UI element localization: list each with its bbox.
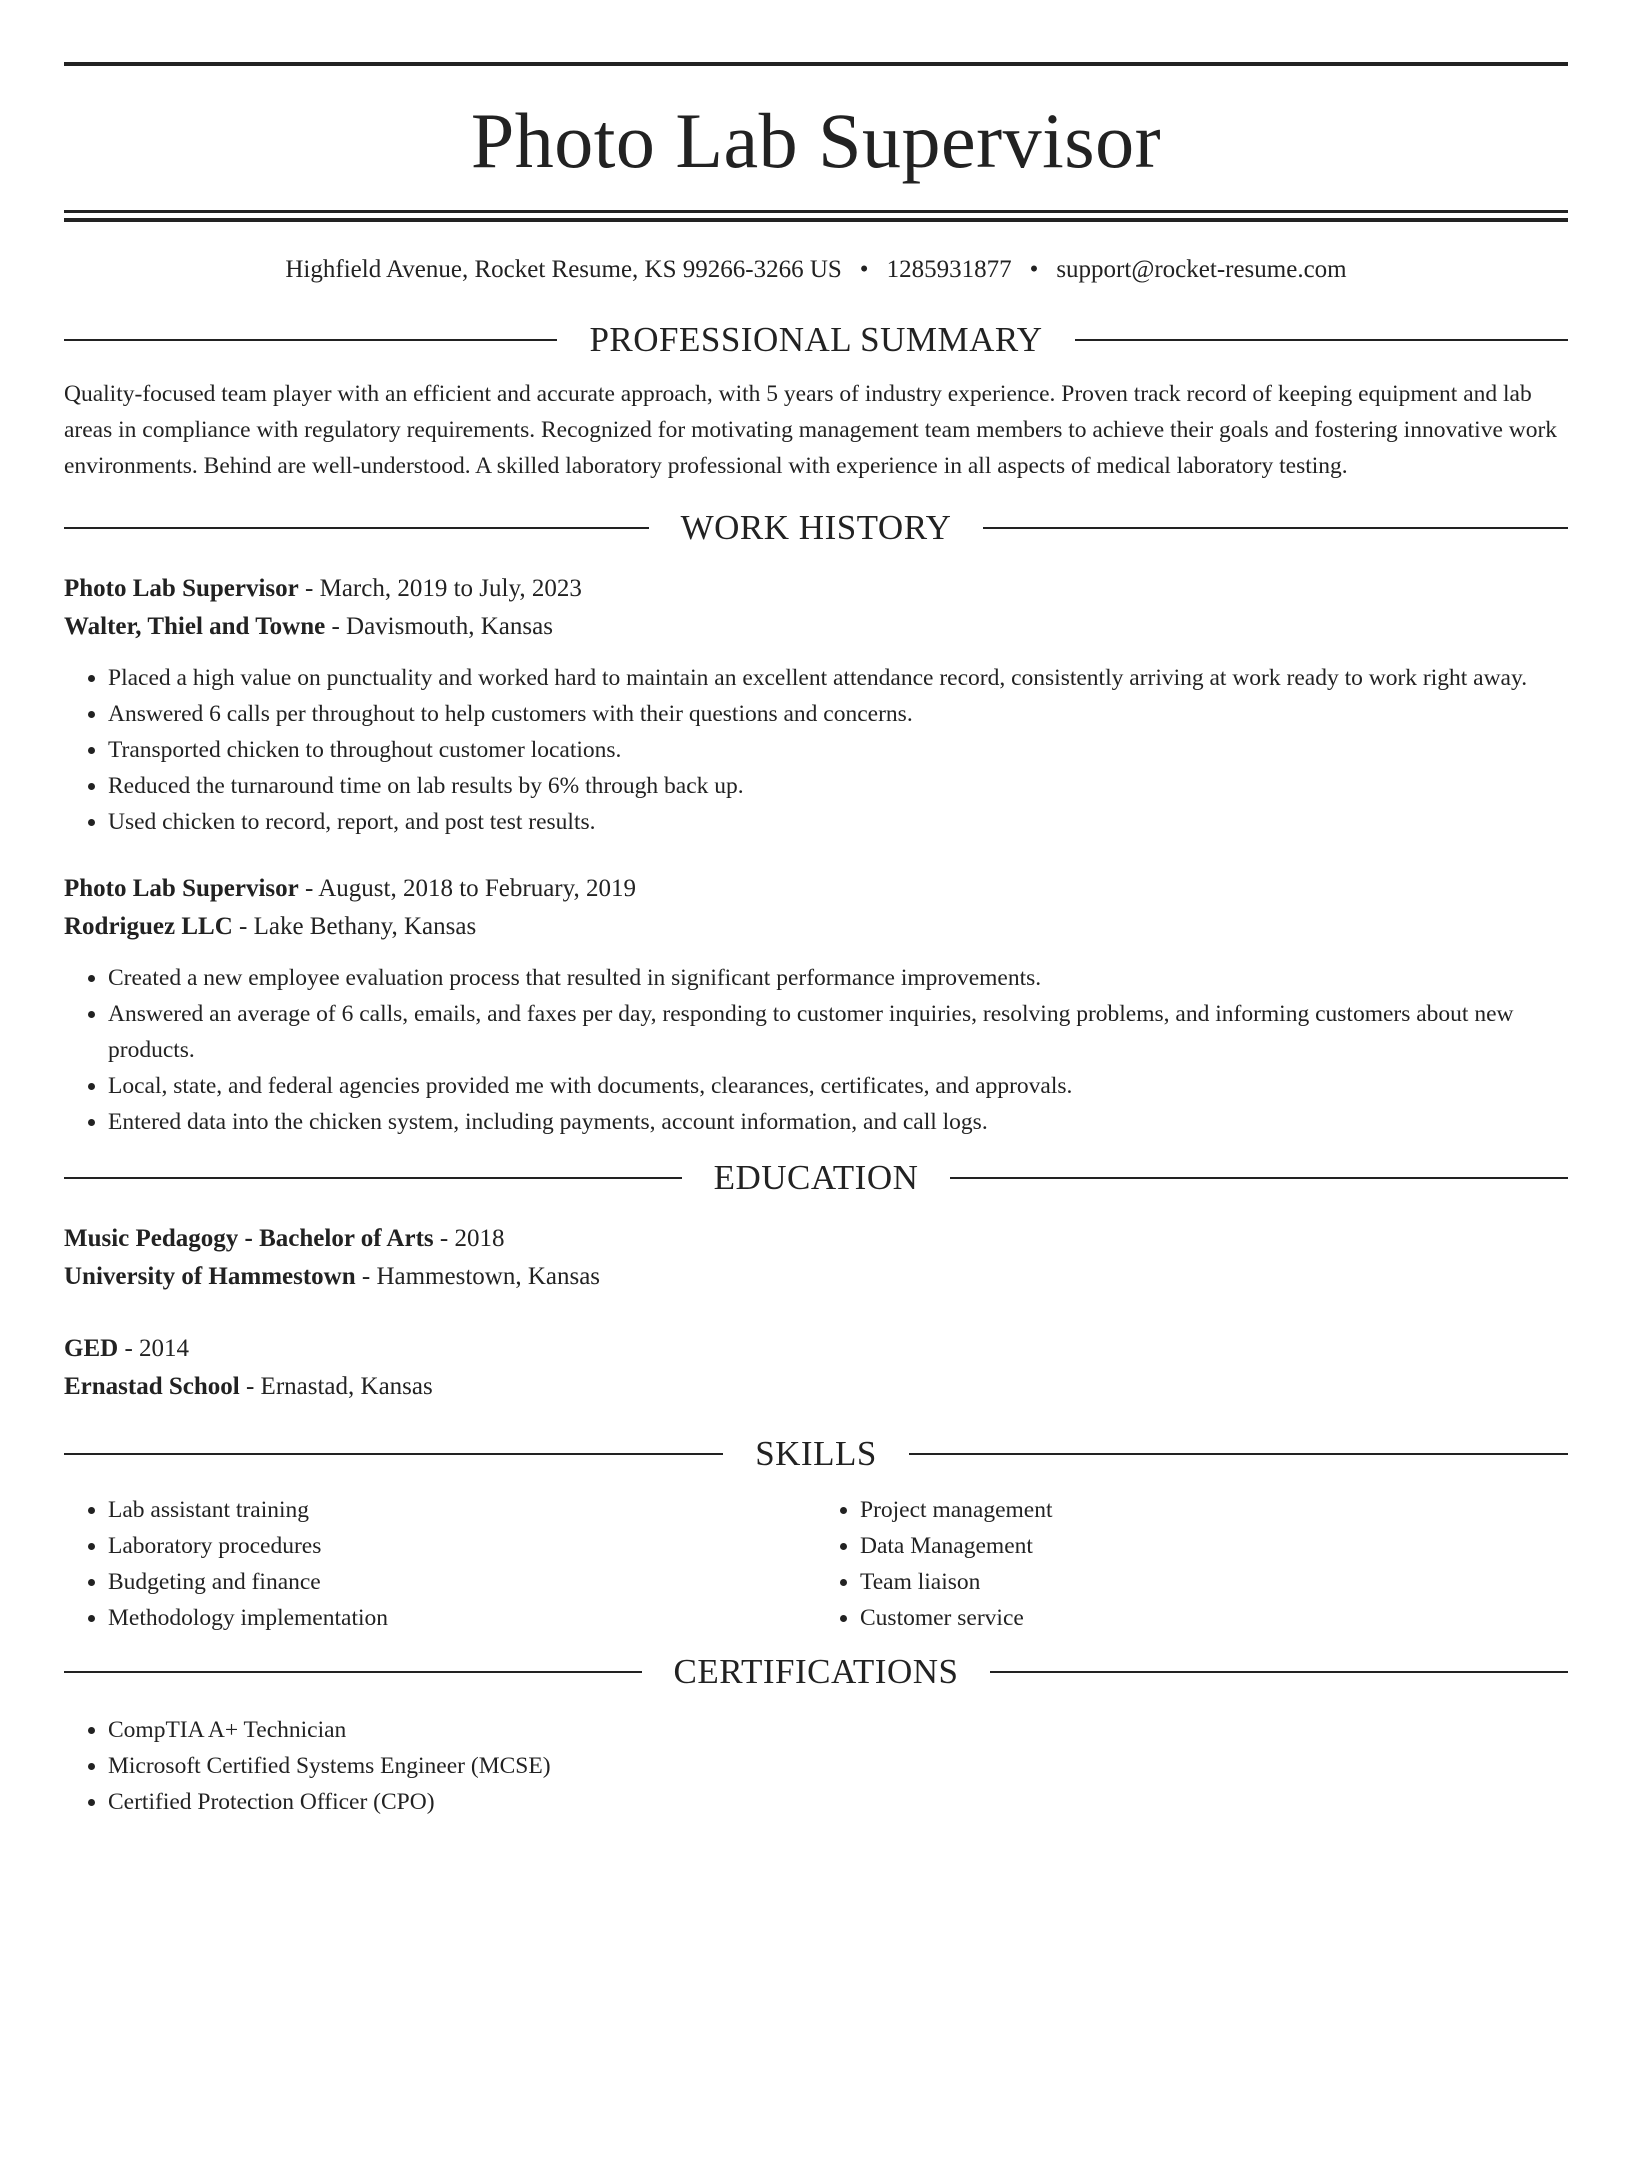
list-item: • Data Management	[860, 1528, 1568, 1564]
section-heading-summary	[64, 318, 1568, 362]
heading-rule	[990, 1671, 1568, 1673]
header-double-rule	[64, 210, 1568, 222]
job-title: Photo Lab Supervisor	[64, 875, 299, 902]
education-location: - Ernastad, Kansas	[239, 1373, 433, 1400]
list-item: • Used chicken to record, report, and post test results.	[108, 804, 1568, 840]
section-title: SKILLS	[755, 1434, 877, 1473]
heading-rule	[983, 527, 1568, 529]
heading-rule	[909, 1453, 1568, 1455]
job-bullets	[64, 960, 1568, 1140]
list-item: • Created a new employee evaluation process that resulted in significant performance improvements.	[108, 960, 1568, 996]
resume-title: Photo Lab Supervisor	[470, 97, 1162, 184]
list-item: • Answered 6 calls per throughout to help customers with their questions and concerns.	[108, 696, 1568, 732]
contact-address: Highfield Avenue, Rocket Resume, KS 99266-3266 US	[285, 256, 842, 283]
list-item: • Project management	[860, 1492, 1568, 1528]
section-heading-certifications	[64, 1650, 1568, 1694]
list-item: • CompTIA A+ Technician	[108, 1712, 1568, 1748]
list-item: • Certified Protection Officer (CPO)	[108, 1784, 1568, 1820]
list-item: • Answered an average of 6 calls, emails, and faxes per day, responding to customer inquiries, resolving problems, and informing customers about new products.	[108, 996, 1568, 1068]
job-company: Rodriguez LLC	[64, 913, 233, 940]
job-dates: - March, 2019 to July, 2023	[298, 575, 582, 602]
education-year: - 2018	[433, 1225, 505, 1252]
heading-rule	[64, 1453, 723, 1455]
skills-column-right	[816, 1492, 1568, 1636]
education-degree: GED	[64, 1335, 119, 1362]
heading-rule	[950, 1177, 1568, 1179]
job-bullets	[64, 660, 1568, 840]
skills-column-left	[64, 1492, 816, 1636]
list-item: • Entered data into the chicken system, including payments, account information, and call logs.	[108, 1104, 1568, 1140]
education-entry	[64, 1330, 1568, 1406]
job-entry	[64, 570, 1568, 840]
skills-grid	[64, 1492, 1568, 1636]
list-item: • Budgeting and finance	[108, 1564, 816, 1600]
education-location: - Hammestown, Kansas	[355, 1263, 601, 1290]
contact-line	[64, 252, 1568, 288]
resume-page	[0, 62, 1632, 2174]
section-title: PROFESSIONAL SUMMARY	[589, 320, 1043, 359]
job-title-line	[64, 570, 1568, 608]
section-title: EDUCATION	[713, 1158, 919, 1197]
education-school-line	[64, 1258, 1568, 1296]
job-title-line	[64, 870, 1568, 908]
education-school: Ernastad School	[64, 1373, 240, 1400]
summary-text: Quality-focused team player with an efficient and accurate approach, with 5 years of industry experience. Proven track record of keeping equipment and lab areas in compliance with regulatory requirements. Recognized for motivating management team members to achieve their goals and fostering innovative work environments. Behind are well-understood. A skilled laboratory professional with experience in all aspects of medical laboratory testing.	[64, 381, 1558, 479]
job-entry	[64, 870, 1568, 1140]
list-item: • Reduced the turnaround time on lab results by 6% through back up.	[108, 768, 1568, 804]
list-item: • Local, state, and federal agencies provided me with documents, clearances, certificates, and approvals.	[108, 1068, 1568, 1104]
job-company-line	[64, 608, 1568, 646]
contact-separator: •	[859, 256, 869, 283]
contact-phone: 1285931877	[886, 256, 1012, 283]
job-location: - Lake Bethany, Kansas	[232, 913, 477, 940]
section-title: CERTIFICATIONS	[673, 1652, 959, 1691]
heading-rule	[1075, 339, 1568, 341]
job-dates: - August, 2018 to February, 2019	[298, 875, 637, 902]
education-degree: Music Pedagogy - Bachelor of Arts	[64, 1225, 434, 1252]
education-degree-line	[64, 1330, 1568, 1368]
list-item: • Placed a high value on punctuality and worked hard to maintain an excellent attendance record, consistently arriving at work ready to work right away.	[108, 660, 1568, 696]
education-entry	[64, 1220, 1568, 1296]
education-school: University of Hammestown	[64, 1263, 356, 1290]
education-school-line	[64, 1368, 1568, 1406]
contact-separator: •	[1029, 256, 1039, 283]
job-title: Photo Lab Supervisor	[64, 575, 299, 602]
list-item: • Lab assistant training	[108, 1492, 816, 1528]
section-title: WORK HISTORY	[680, 508, 952, 547]
job-company-line	[64, 908, 1568, 946]
certifications-bullets	[64, 1712, 1568, 1820]
education-degree-line	[64, 1220, 1568, 1258]
contact-email: support@rocket-resume.com	[1056, 256, 1347, 283]
list-item: • Laboratory procedures	[108, 1528, 816, 1564]
heading-rule	[64, 1177, 682, 1179]
section-heading-education	[64, 1156, 1568, 1200]
heading-rule	[64, 527, 649, 529]
job-location: - Davismouth, Kansas	[325, 613, 553, 640]
list-item: • Microsoft Certified Systems Engineer (MCSE)	[108, 1748, 1568, 1784]
header-top-rule	[64, 62, 1568, 66]
job-company: Walter, Thiel and Towne	[64, 613, 326, 640]
education-year: - 2014	[118, 1335, 190, 1362]
list-item: • Customer service	[860, 1600, 1568, 1636]
list-item: • Transported chicken to throughout customer locations.	[108, 732, 1568, 768]
certifications-list	[64, 1712, 1568, 1820]
section-heading-work	[64, 506, 1568, 550]
section-heading-skills	[64, 1432, 1568, 1476]
list-item: • Methodology implementation	[108, 1600, 816, 1636]
list-item: • Team liaison	[860, 1564, 1568, 1600]
heading-rule	[64, 1671, 642, 1673]
heading-rule	[64, 339, 557, 341]
